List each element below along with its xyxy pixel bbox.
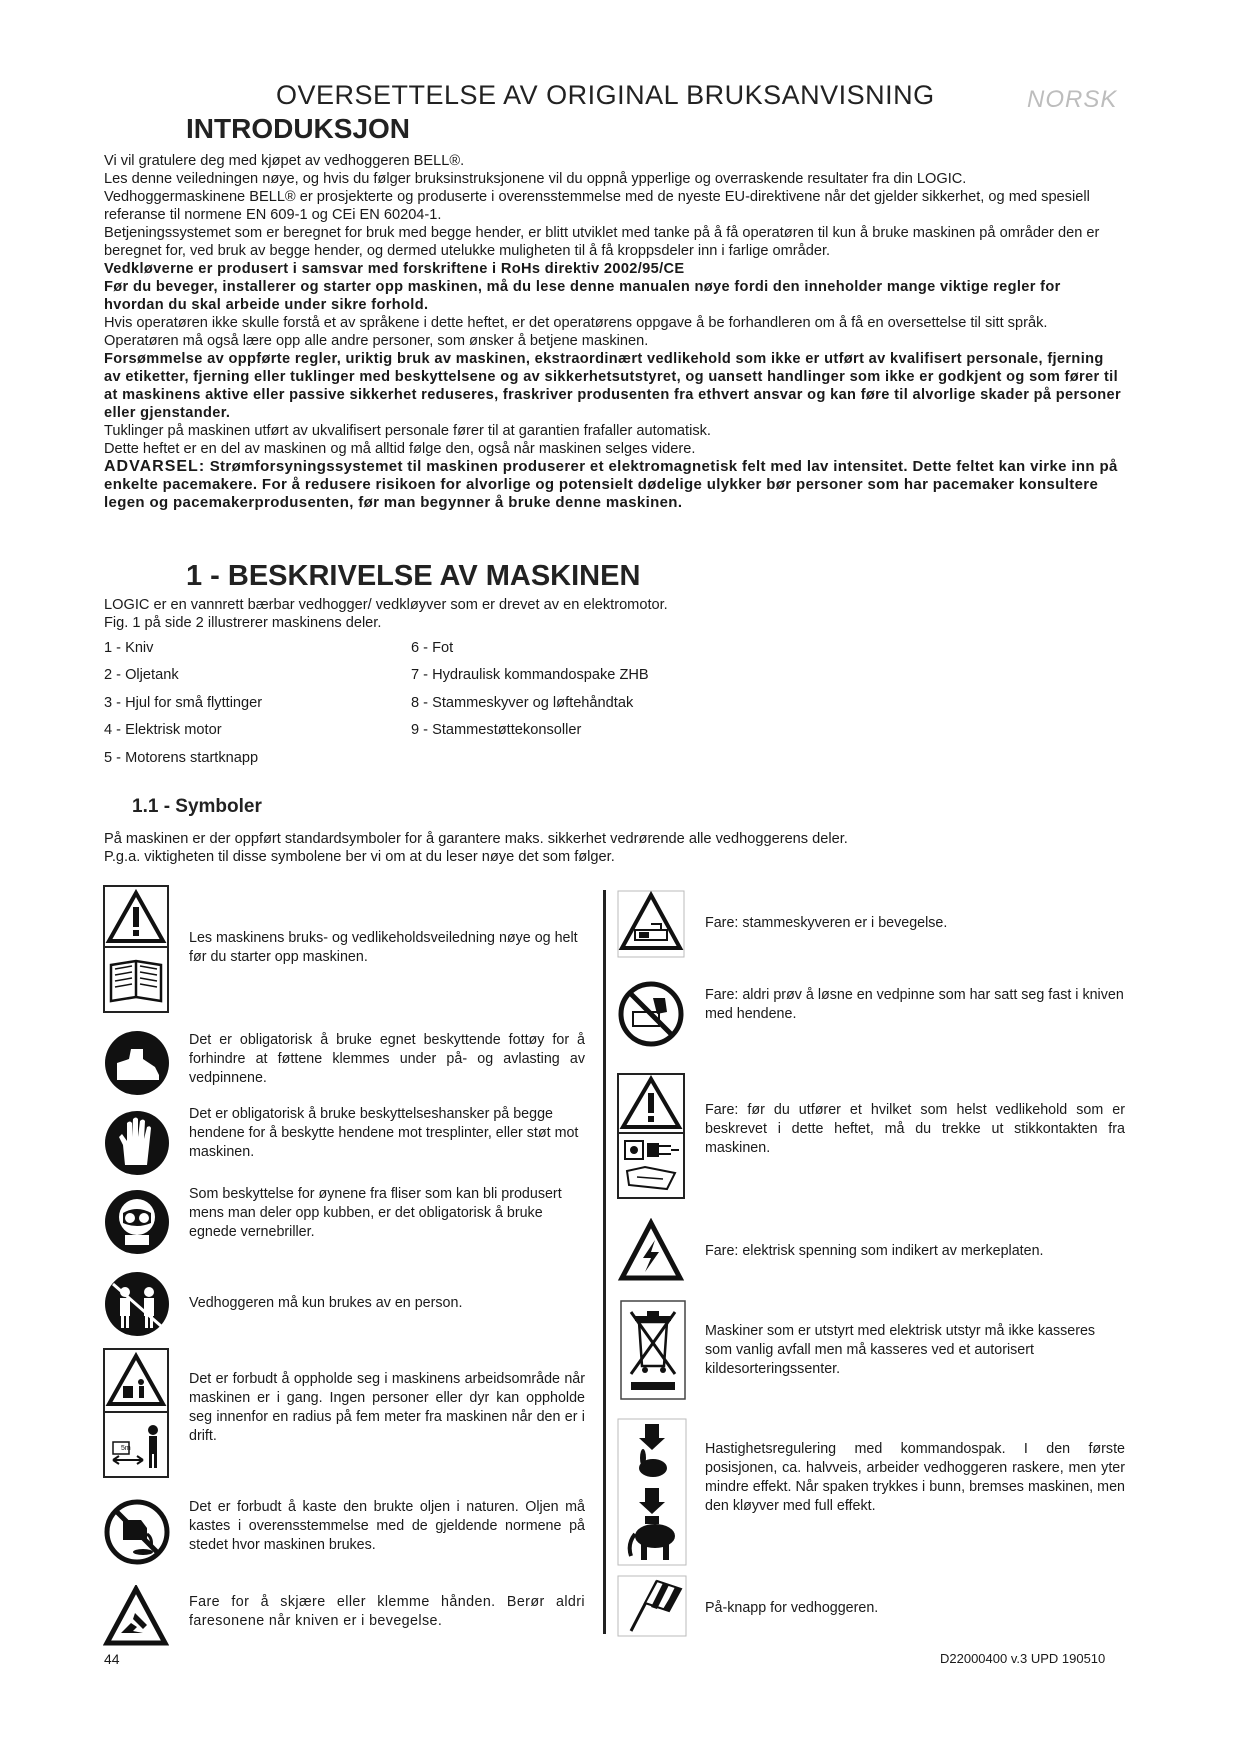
symbol-text: Fare: før du utfører et hvilket som helst vedlikehold som er beskrevet i dette heftet, må du trekke ut stikkontakten fra maskinen.	[705, 1102, 1125, 1156]
intro-body	[104, 152, 1124, 512]
part-item: 3 - Hjul for små flyttinger	[104, 695, 263, 711]
symbol-row	[617, 890, 1137, 962]
part-item: 5 - Motorens startknapp	[104, 750, 259, 766]
symbol-text: Fare for å skjære eller klemme hånden. Berør aldri faresonene når kniven er i bevegelse.	[189, 1594, 585, 1629]
part-item: 8 - Stammeskyver og løftehåndtak	[411, 695, 634, 711]
goggles-icon	[103, 1187, 171, 1262]
intro-p8: Operatøren må også lære opp alle andre personer, som ønsker å betjene maskinen.	[104, 333, 649, 349]
symbol-text: Hastighetsregulering med kommandospak. I den første posisjonen, ca. halvveis, arbeider vedhoggeren raskere, men yter mindre effekt. Når spaken trykkes i bunn, bremses maskinen, men den kløyver med full effekt.	[705, 1441, 1125, 1514]
section11-p1: På maskinen er der oppført standardsymboler for å garantere maks. sikkerhet vedrørende alle vedhoggerens deler.	[104, 831, 848, 847]
symbol-row	[103, 885, 593, 1015]
log-pusher-hazard-icon	[617, 890, 685, 963]
warning-label: ADVARSEL:	[104, 458, 206, 475]
single-operator-icon	[103, 1270, 171, 1343]
section1-description	[104, 596, 668, 632]
part-item: 6 - Fot	[411, 640, 454, 656]
symbol-text: Det er forbudt å kaste den brukte oljen i naturen. Oljen må kastes i overensstemmelse med de gjeldende normene på stedet hvor maskinen brukes.	[189, 1499, 585, 1553]
speed-control-icon	[617, 1418, 687, 1571]
safety-boot-icon	[103, 1029, 171, 1102]
section11-p2: P.g.a. viktigheten til disse symbolene ber vi om at du leser nøye det som følger.	[104, 849, 615, 865]
section11-description	[104, 830, 848, 866]
warning-paragraph	[104, 458, 1124, 512]
unplug-before-maintenance-icon	[617, 1073, 685, 1204]
intro-p2: Les denne veiledningen nøye, og hvis du følger bruksinstruksjonene vil du oppnå ypperlige og overraskende resultater fra din LOGIC.	[104, 171, 967, 187]
document-title: OVERSETTELSE AV ORIGINAL BRUKSANVISNING	[276, 80, 935, 110]
symbol-row	[103, 1270, 593, 1340]
intro-p11: Dette heftet er en del av maskinen og må alltid følge den, også når maskinen selges videre.	[104, 441, 696, 457]
symbol-text: Fare: elektrisk spenning som indikert av merkeplaten.	[705, 1243, 1044, 1259]
part-item: 4 - Elektrisk motor	[104, 722, 222, 738]
intro-p6: Før du beveger, installerer og starter opp maskinen, må du lese denne manualen nøye fordi den inneholder mange viktige regler for hvordan du skal arbeide under sikre forhold.	[104, 279, 1061, 313]
keep-distance-icon	[103, 1348, 169, 1483]
intro-p5: Vedkløverne er produsert i samsvar med forskriftene i RoHs direktiv 2002/95/CE	[104, 261, 685, 277]
gloves-icon	[103, 1107, 171, 1184]
symbol-row	[617, 1300, 1137, 1400]
intro-p4: Betjeningssystemet som er beregnet for bruk med begge hender, er blitt utviklet med tanke på å få operatøren til kun å bruke maskinen på områder den er beregnet for, ved bruk av begge hender, og dermed utelukke muligheten til å få kroppsdeler inn i farlige områder.	[104, 225, 1100, 259]
warning-manual-icon	[103, 885, 169, 1018]
symbol-row	[617, 1218, 1137, 1290]
intro-p9: Forsømmelse av oppførte regler, uriktig bruk av maskinen, ekstraordinært vedlikehold som ikke er utført av kvalifisert personale, fjerning av etiketter, fjerning eller tuklinger med beskyttelsene og av sikkerhetsutstyret, og uansett handlinger som ikke er godkjent og som fører til at maskinens aktive eller passive sikkerhet reduseres, fraskriver produsenten fra ethvert ansvar og kan føre til alvorlige skader på personer eller gjenstander.	[104, 351, 1122, 421]
intro-p10: Tuklinger på maskinen utført av ukvalifisert personale fører til at garantien frafaller automatisk.	[104, 423, 711, 439]
intro-p1: Vi vil gratulere deg med kjøpet av vedhoggeren BELL®.	[104, 153, 465, 169]
electric-hazard-icon	[617, 1218, 685, 1291]
symbol-row	[103, 1027, 593, 1099]
symbol-text: Maskiner som er utstyrt med elektrisk utstyr må ikke kasseres som vanlig avfall men må kasseres ved et autorisert kildesorteringssenter.	[705, 1323, 1096, 1377]
symbol-text: Som beskyttelse for øynene fra fliser som kan bli produsert mens man deler opp kubben, er det obligatorisk å bruke egnede vernebriller.	[189, 1186, 562, 1240]
section11-heading: 1.1 - Symboler	[132, 796, 262, 817]
symbol-text: Fare: aldri prøv å løsne en vedpinne som har satt seg fast i kniven med hendene.	[705, 987, 1124, 1022]
document-code: D22000400 v.3 UPD 190510	[940, 1651, 1106, 1666]
symbol-text: Les maskinens bruks- og vedlikeholdsveiledning nøye og helt før du starter opp maskinen.	[189, 930, 578, 965]
section1-heading: 1 - BESKRIVELSE AV MASKINEN	[186, 560, 641, 592]
no-hands-icon	[617, 980, 685, 1053]
language-label: NORSK	[1027, 86, 1118, 113]
symbol-text: Det er obligatorisk å bruke beskyttelseshansker på begge hendene for å beskytte hendene mot tresplinter, eller støt mot maskinen.	[189, 1106, 579, 1160]
part-item: 7 - Hydraulisk kommandospake ZHB	[411, 667, 649, 683]
section1-p2: Fig. 1 på side 2 illustrerer maskinens deler.	[104, 615, 382, 631]
part-item: 1 - Kniv	[104, 640, 154, 656]
intro-heading: INTRODUKSJON	[186, 113, 411, 144]
symbol-text: Vedhoggeren må kun brukes av en person.	[189, 1295, 463, 1311]
svg-text:5m: 5m	[121, 1445, 131, 1452]
symbol-text: Det er obligatorisk å bruke egnet beskyttende fottøy for å forhindre at føttene klemmes under på- og avlasting av vedpinnene.	[189, 1032, 585, 1086]
symbol-text: Det er forbudt å oppholde seg i maskinens arbeidsområde når maskinen er i gang. Ingen personer eller dyr kan oppholde seg innenfor en radius på fem meter fra maskinen når den er i drift.	[189, 1371, 585, 1444]
symbol-row	[103, 1498, 593, 1573]
symbol-row	[617, 1418, 1137, 1568]
intro-p7: Hvis operatøren ikke skulle forstå et av språkene i dette heftet, er det operatørens oppgave å be forhandleren om å få en oversettelse til sitt språk.	[104, 315, 1048, 331]
symbol-row	[103, 1185, 593, 1260]
hand-crush-icon	[103, 1585, 169, 1656]
symbol-text: Fare: stammeskyveren er i bevegelse.	[705, 915, 948, 931]
page-number: 44	[104, 1651, 120, 1667]
symbol-row	[617, 1073, 1137, 1203]
part-item: 9 - Stammestøttekonsoller	[411, 722, 582, 738]
start-flag-icon	[617, 1575, 687, 1642]
column-divider	[603, 890, 606, 1634]
symbol-row	[103, 1348, 593, 1478]
section1-p1: LOGIC er en vannrett bærbar vedhogger/ vedkløyver som er drevet av en elektromotor.	[104, 597, 668, 613]
weee-bin-icon	[617, 1300, 687, 1405]
symbol-row	[103, 1585, 593, 1655]
intro-p3: Vedhoggermaskinene BELL® er prosjekterte og produserte i overensstemmelse med de nyeste EU-direktivene når det gjelder sikkerhet, og med spesiell referanse til normene EN 609-1 og CEi EN 60204-1.	[104, 189, 1090, 223]
symbol-row	[617, 980, 1137, 1060]
symbol-text: På-knapp for vedhoggeren.	[705, 1600, 879, 1616]
warning-text: Strømforsyningssystemet til maskinen produserer et elektromagnetisk felt med lav intensitet. Dette feltet kan virke inn på enkelte pacemakere. For å redusere risikoen for alvorlige og potensielt dødelige ulykker bør personer som har pacemaker konsultere legen og pacemakerprodusenten, før man begynner å bruke denne maskinen.	[104, 458, 1118, 511]
symbol-row	[103, 1105, 593, 1183]
part-item: 2 - Oljetank	[104, 667, 179, 683]
symbol-row	[617, 1575, 1137, 1645]
no-oil-dumping-icon	[103, 1498, 171, 1571]
